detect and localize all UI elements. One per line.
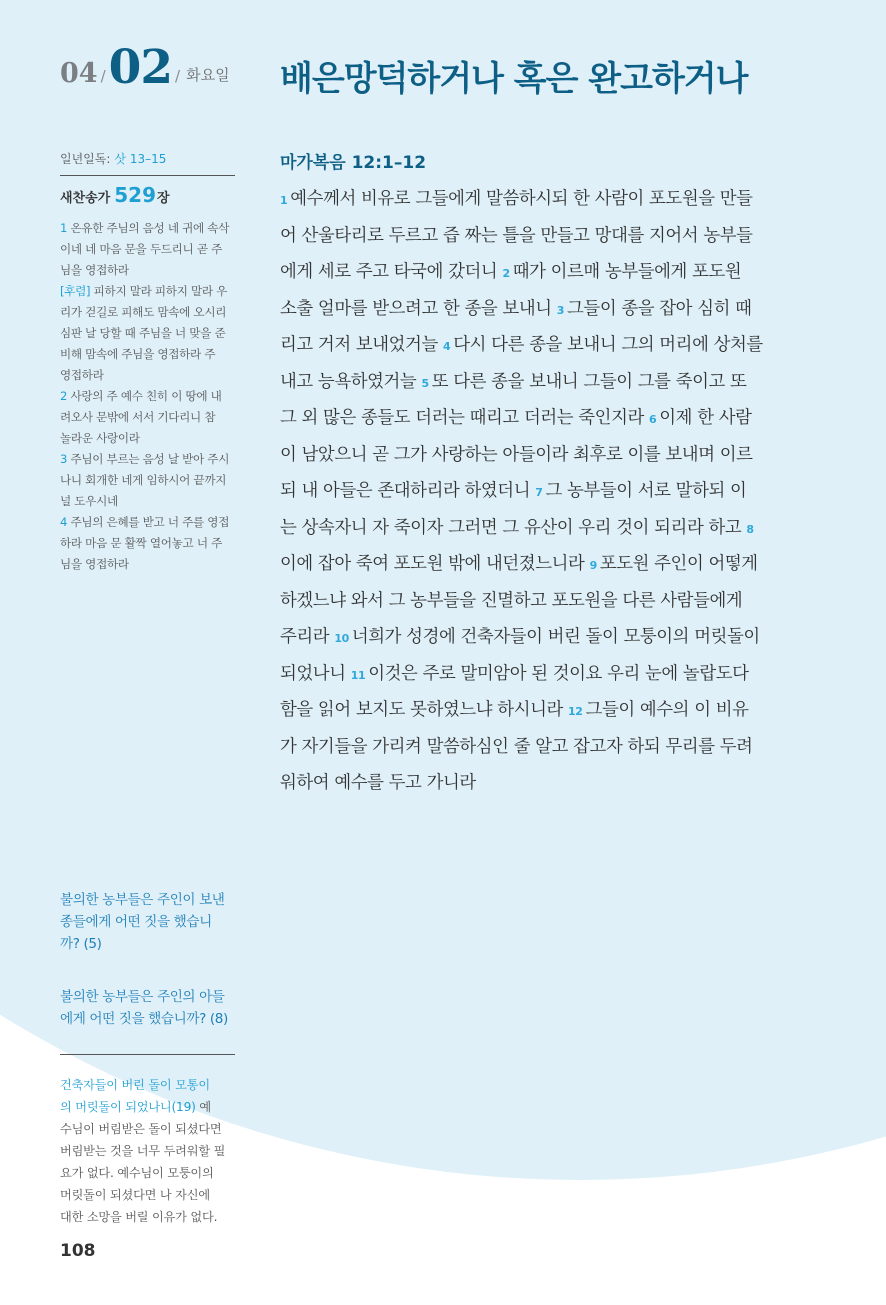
note-quote: 의 머릿돌이 되었나니(19) bbox=[60, 1100, 196, 1114]
hymn-line: 영접하라 bbox=[60, 368, 104, 382]
note-text: 요가 없다. 예수님이 모퉁이의 bbox=[60, 1166, 214, 1180]
meditation-note bbox=[60, 1074, 240, 1228]
verse-text: 이 남았으니 곧 그가 사랑하는 아들이라 최후로 이를 보내며 이르 bbox=[280, 444, 753, 465]
hymn-line: 주님의 은혜를 받고 너 주를 영접 bbox=[70, 515, 230, 529]
question-line: 불의한 농부들은 주인의 아들 bbox=[60, 989, 225, 1005]
question-line: 종들에게 어떤 짓을 했습니 bbox=[60, 914, 212, 930]
hymn-line: 심판 날 당할 때 주님을 너 맞을 준 bbox=[60, 326, 226, 340]
hymn-stanza-number: [후렴] bbox=[60, 284, 91, 298]
hymn-stanza-number: 3 bbox=[60, 452, 68, 466]
scripture-line bbox=[280, 473, 795, 510]
scripture-line bbox=[280, 437, 795, 474]
page-title: 배은망덕하거나 혹은 완고하거나 bbox=[280, 59, 748, 99]
scripture-line bbox=[280, 181, 795, 218]
verse-number: 8 bbox=[746, 522, 754, 536]
verse-text: 는 상속자니 자 죽이자 그러면 그 유산이 우리 것이 되리라 하고 bbox=[280, 517, 747, 538]
hymn-heading bbox=[60, 183, 170, 207]
hymn-line: 님을 영접하라 bbox=[60, 557, 129, 571]
verse-number: 6 bbox=[649, 413, 657, 426]
verse-text: 되 내 아들은 존대하리라 하였더니 bbox=[280, 481, 536, 501]
verse-text: 이제 한 사람 bbox=[659, 408, 752, 428]
scripture-passage bbox=[280, 181, 795, 802]
hymn-line: 리가 걷길로 피해도 맘속에 오시리 bbox=[60, 305, 227, 319]
divider bbox=[60, 175, 235, 176]
hymn-line: 하라 마음 문 활짝 열어놓고 너 주 bbox=[60, 536, 223, 550]
verse-text: 이것은 주로 말미암아 된 것이요 우리 눈에 놀랍도다 bbox=[368, 663, 749, 684]
verse-text: 하겠느냐 와서 그 농부들을 진멸하고 포도원을 다른 사람들에게 bbox=[280, 590, 743, 611]
yearly-reading-label: 일년일독: bbox=[60, 152, 111, 166]
hymn-stanza bbox=[60, 512, 238, 575]
verse-number: 4 bbox=[442, 340, 451, 353]
hymn-suffix: 장 bbox=[156, 191, 170, 206]
scripture-line bbox=[280, 765, 795, 802]
verse-number: 11 bbox=[350, 668, 366, 682]
date-day: 02 bbox=[108, 40, 173, 95]
verse-number: 12 bbox=[568, 705, 583, 718]
scripture-line bbox=[280, 218, 795, 255]
scripture-reference: 마가복음 12:1–12 bbox=[280, 153, 427, 173]
scripture-line bbox=[280, 583, 795, 620]
date-weekday: 화요일 bbox=[186, 66, 230, 84]
yearly-reading-value: 삿 13–15 bbox=[114, 152, 167, 166]
date-month: 04 bbox=[60, 58, 98, 89]
verse-number: 2 bbox=[502, 267, 510, 280]
scripture-line bbox=[280, 254, 795, 291]
verse-text: 어 산울타리로 두르고 즙 짜는 틀을 만들고 망대를 지어서 농부들 bbox=[280, 225, 753, 246]
hymn-line: 비해 맘속에 주님을 영접하라 주 bbox=[60, 347, 216, 361]
scripture-line bbox=[280, 656, 795, 693]
question-1 bbox=[60, 889, 238, 955]
hymn-stanza-number: 2 bbox=[60, 389, 68, 403]
date-header bbox=[60, 40, 230, 95]
verse-text: 또 다른 종을 보내니 그들이 그를 죽이고 또 bbox=[431, 371, 747, 392]
verse-text: 에게 세로 주고 타국에 갔더니 bbox=[280, 262, 503, 282]
note-text: 머릿돌이 되셨다면 나 자신에 bbox=[60, 1188, 210, 1202]
verse-text: 그 농부들이 서로 말하되 이 bbox=[545, 481, 747, 501]
verse-text: 예수께서 비유로 그들에게 말씀하시되 한 사람이 포도원을 만들 bbox=[290, 189, 753, 209]
scripture-line bbox=[280, 327, 795, 364]
scripture-line bbox=[280, 619, 795, 656]
question-line: 에게 어떤 짓을 했습니까? (8) bbox=[60, 1011, 228, 1027]
verse-text: 포도원 주인이 어떻게 bbox=[599, 554, 758, 574]
verse-number: 1 bbox=[280, 194, 288, 207]
verse-text: 이에 잡아 죽여 포도원 밖에 내던졌느니라 bbox=[280, 554, 590, 574]
verse-text: 주리라 bbox=[280, 627, 335, 647]
hymn-line: 사랑의 주 예수 친히 이 땅에 내 bbox=[70, 389, 222, 403]
divider bbox=[60, 1054, 235, 1055]
date-separator: / bbox=[175, 67, 181, 85]
hymn-stanza bbox=[60, 449, 238, 512]
hymn-line: 널 도우시네 bbox=[60, 494, 118, 508]
verse-text: 가 자기들을 가리켜 말씀하심인 줄 알고 잡고자 하되 무리를 두려 bbox=[280, 736, 753, 757]
scripture-line bbox=[280, 510, 795, 547]
hymn-stanza bbox=[60, 386, 238, 449]
verse-text: 내고 능욕하였거늘 bbox=[280, 371, 422, 392]
scripture-line bbox=[280, 291, 795, 328]
hymn-line: 온유한 주님의 음성 네 귀에 속삭 bbox=[70, 221, 230, 235]
hymn-lyrics bbox=[60, 218, 238, 575]
verse-text: 그 외 많은 종들도 더러는 때리고 더러는 죽인지라 bbox=[280, 408, 650, 428]
verse-text: 그들이 예수의 이 비유 bbox=[585, 700, 749, 720]
hymn-stanza-number: 4 bbox=[60, 515, 68, 529]
note-text: 예 bbox=[195, 1100, 211, 1114]
verse-number: 5 bbox=[421, 376, 429, 390]
verse-text: 되었나니 bbox=[280, 663, 351, 684]
scripture-line bbox=[280, 364, 795, 401]
page-number: 108 bbox=[60, 1241, 96, 1261]
hymn-line: 려오사 문밖에 서서 기다리니 참 bbox=[60, 410, 216, 424]
question-text bbox=[60, 986, 238, 1030]
hymn-line: 이네 네 마음 문을 두드리니 곧 주 bbox=[60, 242, 223, 256]
note-text: 버림받는 것을 너무 두려워할 필 bbox=[60, 1144, 226, 1158]
note-text: 대한 소망을 버릴 이유가 없다. bbox=[60, 1210, 218, 1224]
verse-text: 너희가 성경에 건축자들이 버린 돌이 모퉁이의 머릿돌이 bbox=[351, 627, 760, 647]
question-line: 까? (5) bbox=[60, 936, 102, 952]
verse-text: 소출 얼마를 받으려고 한 종을 보내니 bbox=[280, 298, 557, 319]
verse-text: 리고 거저 보내었거늘 bbox=[280, 335, 443, 355]
verse-text: 워하여 예수를 두고 가니라 bbox=[280, 773, 476, 793]
hymn-line: 놀라운 사랑이라 bbox=[60, 431, 140, 445]
question-line: 불의한 농부들은 주인이 보낸 bbox=[60, 892, 225, 908]
question-2 bbox=[60, 986, 238, 1030]
question-text bbox=[60, 889, 238, 955]
scripture-line bbox=[280, 400, 795, 437]
verse-number: 10 bbox=[334, 632, 349, 645]
note-quote: 건축자들이 버린 돌이 모통이 bbox=[60, 1078, 210, 1092]
scripture-line bbox=[280, 692, 795, 729]
note-text: 수님이 버림받은 돌이 되셨다면 bbox=[60, 1122, 222, 1136]
hymn-number: 529 bbox=[114, 183, 156, 207]
hymn-stanza-number: 1 bbox=[60, 221, 68, 235]
hymn-line: 나니 회개한 네게 임하시어 끝까지 bbox=[60, 473, 227, 487]
verse-number: 7 bbox=[535, 486, 543, 499]
hymn-line: 피하지 말라 피하지 말라 우 bbox=[93, 284, 228, 298]
hymn-line: 님을 영접하라 bbox=[60, 263, 129, 277]
hymn-stanza bbox=[60, 281, 238, 386]
hymn-prefix: 새찬송가 bbox=[60, 191, 111, 206]
verse-text: 때가 이르매 농부들에게 포도원 bbox=[512, 262, 742, 282]
verse-text: 함을 읽어 보지도 못하였느냐 하시니라 bbox=[280, 700, 569, 720]
date-separator: / bbox=[100, 67, 106, 85]
verse-text: 다시 다른 종을 보내니 그의 머리에 상처를 bbox=[453, 335, 763, 355]
verse-number: 3 bbox=[556, 303, 565, 317]
verse-number: 9 bbox=[589, 559, 597, 572]
scripture-line bbox=[280, 729, 795, 766]
hymn-stanza bbox=[60, 218, 238, 281]
hymn-line: 주님이 부르는 음성 날 받아 주시 bbox=[70, 452, 230, 466]
scripture-line bbox=[280, 546, 795, 583]
verse-text: 그들이 종을 잡아 심히 때 bbox=[567, 298, 752, 319]
yearly-reading bbox=[60, 150, 166, 167]
